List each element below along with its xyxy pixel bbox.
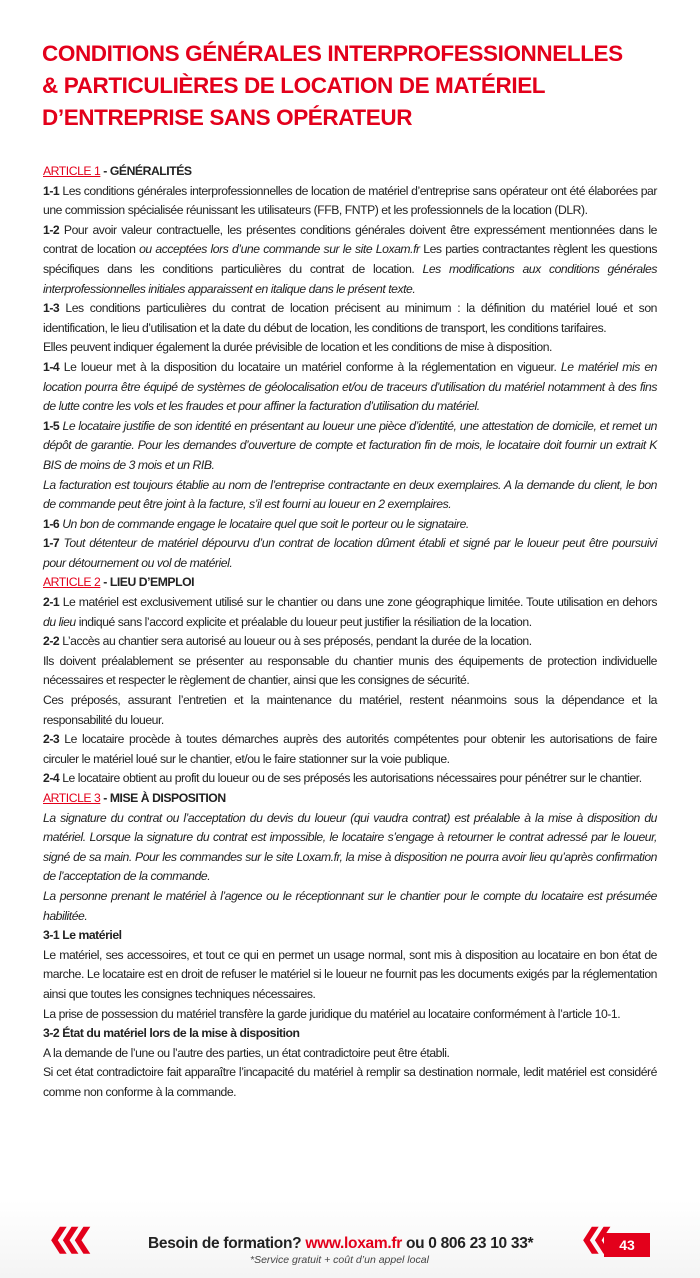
title-line: & PARTICULIÈRES DE LOCATION DE MATÉRIEL <box>42 73 546 98</box>
page-number-badge: 43 <box>604 1233 650 1257</box>
text-run: Les parties contractantes règlent les questions spécifiques dans les conditions particulières du contrat de location. <box>43 242 657 276</box>
text-run: Ces préposés, assurant l’entretien et la maintenance du matériel, restent néanmoins sous la dépendance et la responsabilité du loueur. <box>43 693 657 727</box>
text-run: ou acceptées lors d’une commande sur le site Loxam.fr <box>139 242 420 257</box>
text-run: indiqué sans l’accord explicite et préalable du loueur peut justifier la résiliation de la location. <box>75 614 532 629</box>
text-run: Le locataire procède à toutes démarches auprès des autorités compétentes pour obtenir les autorisations de faire circuler le matériel loué sur le chantier, et/ou le faire stationner sur la voie publique. <box>43 732 657 766</box>
article-paragraph <box>43 691 657 730</box>
promo-phone: ou 0 806 23 10 33* <box>401 1235 534 1252</box>
article-paragraph <box>43 926 657 946</box>
article-title: - MISE À DISPOSITION <box>100 791 226 805</box>
article-paragraph <box>43 946 657 1005</box>
article-paragraph <box>43 769 657 789</box>
article-link[interactable]: ARTICLE 2 <box>43 575 101 590</box>
website-link[interactable]: www.loxam.fr <box>305 1235 402 1252</box>
text-run: du lieu <box>43 614 76 629</box>
title-line: D’ENTREPRISE SANS OPÉRATEUR <box>42 105 413 130</box>
article-paragraph <box>43 632 657 652</box>
conditions-body <box>43 162 657 1103</box>
text-run: 2-3 <box>43 732 60 747</box>
text-run: 2-1 <box>43 595 60 610</box>
training-promo <box>148 1235 533 1253</box>
article-paragraph <box>43 358 657 417</box>
article-paragraph <box>43 515 657 535</box>
article-paragraph <box>43 476 657 515</box>
text-run: Le locataire justifie de son identité en présentant au loueur une pièce d’identité, une attestation de domicile, et remet un dépôt de garantie. Pour les demandes d’ouverture de compte et facturation fin de mois, le locataire doit fournir un extrait K BIS de moins de 3 mois et un RIB. <box>43 418 657 472</box>
article-link[interactable]: ARTICLE 3 <box>43 791 101 805</box>
text-run: 3-1 Le matériel <box>43 928 122 943</box>
text-run: L’accès au chantier sera autorisé au loueur ou à ses préposés, pendant la durée de la location. <box>59 634 532 649</box>
text-run: A la demande de l’une ou l’autre des parties, un état contradictoire peut être établi. <box>43 1045 450 1060</box>
text-run: La personne prenant le matériel à l’agence ou le réceptionnant sur le chantier pour le compte du locataire est présumée habilitée. <box>43 888 657 923</box>
text-run: 2-4 <box>43 771 60 786</box>
text-run: Les modifications aux conditions générales interprofessionnelles initiales apparaissent en italique dans le présent texte. <box>43 261 657 296</box>
text-run: Les conditions générales interprofessionnelles de location de matériel d’entreprise sans opérateur ont été élaborées par une commission spécialisée réunissant les utilisateurs (FFB, FNTP) et les professionnels de la location (DLR). <box>43 183 657 218</box>
text-run: Le matériel mis en location pourra être équipé de systèmes de géolocalisation et/ou de traceurs d’utilisation du matériel notamment à des fins de lutte contre les vols et les fraudes et pour affiner la facturation d’utilisation du matériel. <box>43 359 657 414</box>
page-title <box>42 38 672 134</box>
promo-note: *Service gratuit + coût d’un appel local <box>250 1254 429 1266</box>
text-run: 1-3 <box>43 301 60 316</box>
article-title: - LIEU D’EMPLOI <box>100 575 195 590</box>
chevron-right-icon: ❮❮ <box>580 1223 604 1253</box>
article-paragraph <box>43 1063 657 1102</box>
text-run: Le matériel, ses accessoires, et tout ce qui en permet un usage normal, sont mis à disposition au locataire en bon état de marche. Le locataire est en droit de refuser le matériel si le loueur ne fournit pas les documents exigés par la réglementation ainsi que toutes les consignes techniques nécessaires. <box>43 947 657 1001</box>
article-title: - GÉNÉRALITÉS <box>100 164 192 178</box>
text-run: La prise de possession du matériel transfère la garde juridique du matériel au locataire conformément à l’article 10-1. <box>43 1006 621 1021</box>
text-run: 1-4 <box>43 359 60 374</box>
text-run: Les conditions particulières du contrat de location précisent au minimum : la définition du matériel loué et son identification, le lieu d’utilisation et la date du début de location, les conditions de transport, les conditions tarifaires. <box>43 301 657 335</box>
article-paragraph <box>43 1044 657 1064</box>
article-paragraph <box>43 809 657 887</box>
article-paragraph <box>43 730 657 769</box>
text-run: Le locataire obtient au profit du loueur ou de ses préposés les autorisations nécessaires pour pénétrer sur le chantier. <box>59 771 642 786</box>
article-heading <box>43 162 657 182</box>
text-run: La signature du contrat ou l’acceptation du devis du loueur (qui vaudra contrat) est préalable à la mise à disposition du matériel. Lorsque la signature du contrat est impossible, le locataire s’engage à retourner le contrat adressé par le loueur, signé de sa main. Pour les commandes sur le site Loxam.fr, la mise à disposition ne pourra avoir lieu qu’après confirmation de l’acceptation de la commande. <box>43 810 657 884</box>
article-heading <box>43 789 657 809</box>
text-run: 3-2 État du matériel lors de la mise à disposition <box>43 1026 300 1041</box>
text-run: 1-7 <box>43 536 60 551</box>
article-link[interactable]: ARTICLE 1 <box>43 164 101 178</box>
article-heading <box>43 573 657 593</box>
text-run: 1-2 <box>43 222 60 237</box>
article-paragraph <box>43 534 657 573</box>
text-run: Si cet état contradictoire fait apparaître l’incapacité du matériel à remplir sa destination normale, ledit matériel est considéré comme non conforme à la commande. <box>43 1065 657 1099</box>
article-paragraph <box>43 338 657 358</box>
article-paragraph <box>43 652 657 691</box>
promo-question: Besoin de formation? <box>148 1235 306 1252</box>
text-run: Le matériel est exclusivement utilisé sur le chantier ou dans une zone géographique limitée. Toute utilisation en dehors <box>59 595 657 610</box>
article-paragraph <box>43 417 657 476</box>
text-run: Pour avoir valeur contractuelle, les présentes conditions générales doivent être expressément mentionnées dans le contrat de location <box>43 222 657 257</box>
text-run: 1-5 <box>43 418 60 433</box>
text-run: Elles peuvent indiquer également la durée prévisible de location et les conditions de mise à disposition. <box>43 340 552 355</box>
text-run: 2-2 <box>43 634 60 649</box>
text-run: La facturation est toujours établie au nom de l’entreprise contractante en deux exemplaires. A la demande du client, le bon de commande peut être joint à la facture, s’il est fourni au loueur en 2 exemplaires. <box>43 477 657 512</box>
article-paragraph <box>43 1024 657 1044</box>
title-line: CONDITIONS GÉNÉRALES INTERPROFESSIONNELLES <box>42 41 623 66</box>
text-run: Le loueur met à la disposition du locataire un matériel conforme à la réglementation en vigueur. <box>59 359 561 374</box>
chevron-left-icon: ❮❮❮ <box>48 1223 84 1253</box>
text-run: 1-1 <box>43 183 60 198</box>
article-paragraph <box>43 182 657 221</box>
text-run: Un bon de commande engage le locataire quel que soit le porteur ou le signataire. <box>59 516 469 531</box>
text-run: 1-6 <box>43 516 60 531</box>
article-paragraph <box>43 593 657 632</box>
article-paragraph <box>43 887 657 926</box>
article-paragraph <box>43 299 657 338</box>
text-run: Tout détenteur de matériel dépourvu d’un contrat de location dûment établi et signé par le loueur peut être poursuivi pour détournement ou vol de matériel. <box>43 536 657 570</box>
article-paragraph <box>43 221 657 299</box>
article-paragraph <box>43 1005 657 1025</box>
text-run: Ils doivent préalablement se présenter au responsable du chantier munis des équipements de protection individuelle nécessaires et respecter le règlement de chantier, ainsi que les consignes de sécurité. <box>43 653 657 688</box>
